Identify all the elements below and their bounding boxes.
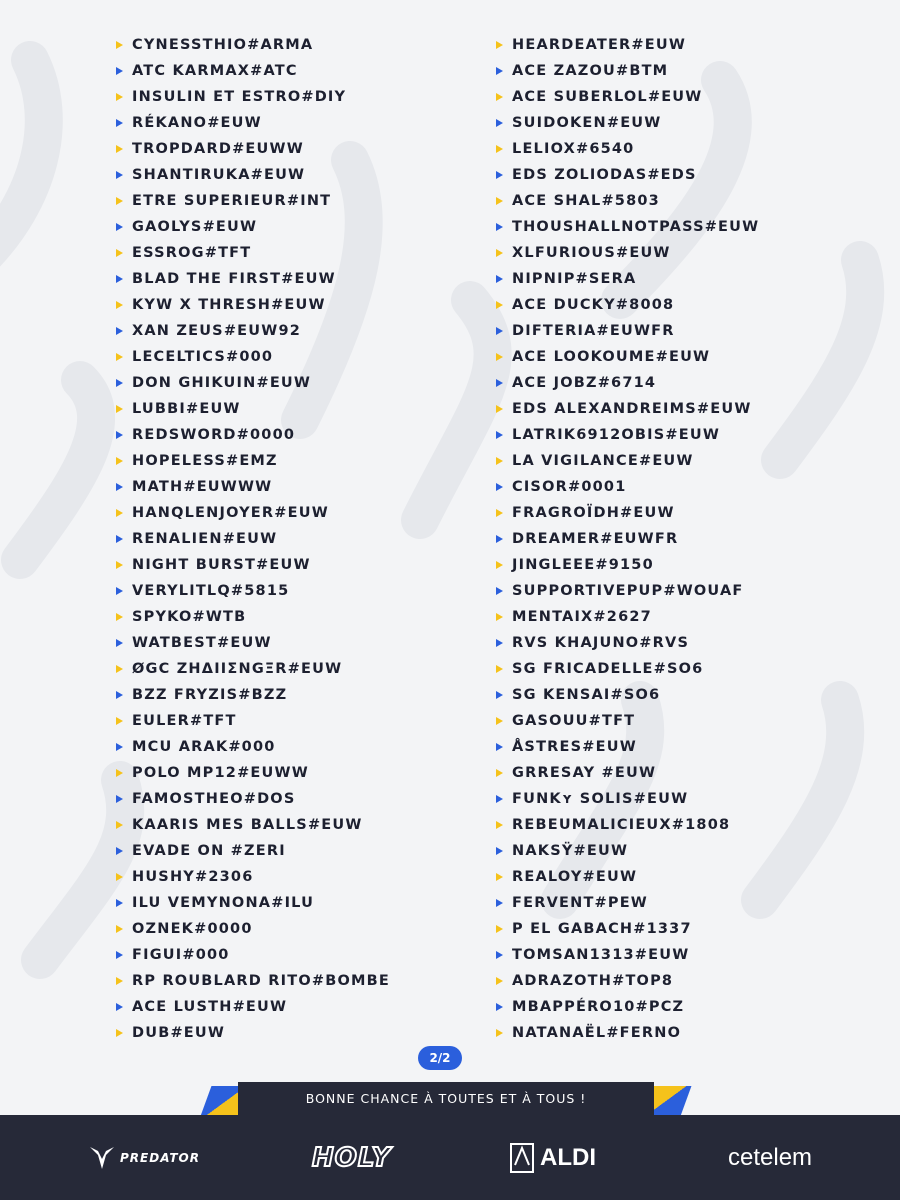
bullet-arrow-icon: [496, 379, 503, 387]
participant-name: KYW X THRESH#EUW: [132, 297, 326, 313]
bullet-arrow-icon: [496, 717, 503, 725]
participant-name: EVADE ON #ZERI: [132, 843, 286, 859]
participant-name: DIFTERIA#EUWFR: [512, 323, 675, 339]
participant-name: ILU VEMYNONA#ILU: [132, 895, 315, 911]
participant-entry: [496, 188, 759, 214]
bullet-arrow-icon: [116, 977, 123, 985]
participant-entry: [496, 370, 759, 396]
bullet-arrow-icon: [496, 171, 503, 179]
bullet-arrow-icon: [496, 145, 503, 153]
participant-entry: [496, 682, 759, 708]
participant-name: EDS ZOLIODAS#EDS: [512, 167, 697, 183]
bullet-arrow-icon: [496, 795, 503, 803]
participant-entry: [116, 682, 390, 708]
participant-entry: [496, 578, 759, 604]
bullet-arrow-icon: [116, 41, 123, 49]
participant-name: TROPDARD#EUWW: [132, 141, 304, 157]
participant-entry: [496, 318, 759, 344]
bullet-arrow-icon: [496, 509, 503, 517]
participant-name: ATC KARMAX#ATC: [132, 63, 298, 79]
bullet-arrow-icon: [116, 795, 123, 803]
participant-name: FIGUI#000: [132, 947, 230, 963]
participant-name: FRAGROÏDH#EUW: [512, 505, 675, 521]
participant-entry: [116, 526, 390, 552]
participant-entry: [116, 656, 390, 682]
bullet-arrow-icon: [116, 197, 123, 205]
participant-name: MATH#EUWWW: [132, 479, 273, 495]
participant-name: MCU ARAK#000: [132, 739, 276, 755]
bullet-arrow-icon: [496, 353, 503, 361]
bullet-arrow-icon: [496, 561, 503, 569]
banner-text: BONNE CHANCE À TOUTES ET À TOUS !: [238, 1082, 654, 1116]
bullet-arrow-icon: [116, 275, 123, 283]
participant-name: ACE LOOKOUME#EUW: [512, 349, 711, 365]
participant-name: SUIDOKEN#EUW: [512, 115, 662, 131]
participant-entry: [496, 448, 759, 474]
participant-entry: [116, 994, 390, 1020]
sponsor-footer: [0, 1115, 900, 1200]
good-luck-banner: [206, 1082, 686, 1116]
participant-entry: [116, 630, 390, 656]
participant-entry: [116, 500, 390, 526]
cetelem-wordmark: cetelem: [728, 1143, 813, 1171]
participant-name: ACE JOBZ#6714: [512, 375, 657, 391]
participant-name: HOPELESS#EMZ: [132, 453, 278, 469]
participant-entry: [496, 890, 759, 916]
participant-entry: [116, 240, 390, 266]
bullet-arrow-icon: [496, 67, 503, 75]
participant-entry: [496, 552, 759, 578]
participant-name: BZZ FRYZIS#BZZ: [132, 687, 288, 703]
participant-name: SG FRICADELLE#SO6: [512, 661, 704, 677]
bullet-arrow-icon: [116, 119, 123, 127]
participant-entry: [116, 58, 390, 84]
participant-name: XAN ZEUS#EUW92: [132, 323, 302, 339]
bullet-arrow-icon: [116, 249, 123, 257]
participant-name: SPYKO#WTB: [132, 609, 247, 625]
bullet-arrow-icon: [116, 691, 123, 699]
participant-entry: [496, 812, 759, 838]
participant-name: RVS KHAJUNO#RVS: [512, 635, 690, 651]
bullet-arrow-icon: [116, 509, 123, 517]
participant-name: FUNKʏ SOLIS#EUW: [512, 791, 689, 807]
bullet-arrow-icon: [116, 925, 123, 933]
participant-entry: [116, 318, 390, 344]
participant-name: DON GHIKUIN#EUW: [132, 375, 312, 391]
participant-name: REALOY#EUW: [512, 869, 638, 885]
participant-entry: [496, 136, 759, 162]
bullet-arrow-icon: [116, 613, 123, 621]
participant-name: EDS ALEXANDREIMS#EUW: [512, 401, 752, 417]
participant-name: REDSWORD#0000: [132, 427, 296, 443]
participant-name: RP ROUBLARD RITO#BOMBE: [132, 973, 390, 989]
bullet-arrow-icon: [116, 535, 123, 543]
participant-entry: [116, 786, 390, 812]
participant-name: MBAPPÉRO10#PCZ: [512, 999, 685, 1015]
bullet-arrow-icon: [496, 93, 503, 101]
participant-entry: [116, 578, 390, 604]
bullet-arrow-icon: [116, 1003, 123, 1011]
participant-name: DUB#EUW: [132, 1025, 226, 1041]
bullet-arrow-icon: [116, 873, 123, 881]
participant-name: BLAD THE FIRST#EUW: [132, 271, 336, 287]
holy-wordmark: HOLY: [312, 1142, 392, 1173]
bullet-arrow-icon: [496, 41, 503, 49]
bullet-arrow-icon: [496, 899, 503, 907]
bullet-arrow-icon: [496, 639, 503, 647]
predator-wordmark: PREDATOR: [120, 1150, 200, 1165]
participant-entry: [116, 838, 390, 864]
participant-name: CYNESSTHIO#ARMA: [132, 37, 314, 53]
bullet-arrow-icon: [116, 587, 123, 595]
sponsor-predator: [88, 1115, 200, 1200]
participant-entry: [496, 84, 759, 110]
bullet-arrow-icon: [116, 639, 123, 647]
participant-entry: [496, 994, 759, 1020]
participant-entry: [116, 422, 390, 448]
participant-name: HUSHY#2306: [132, 869, 254, 885]
participant-name: LECELTICS#000: [132, 349, 274, 365]
bullet-arrow-icon: [116, 67, 123, 75]
participant-name: FERVENT#PEW: [512, 895, 649, 911]
bullet-arrow-icon: [116, 93, 123, 101]
participant-entry: [496, 240, 759, 266]
participant-name: GRRESAY #EUW: [512, 765, 657, 781]
bullet-arrow-icon: [116, 379, 123, 387]
participant-name: P EL GABACH#1337: [512, 921, 692, 937]
participant-entry: [496, 32, 759, 58]
bullet-arrow-icon: [496, 847, 503, 855]
participant-entry: [116, 968, 390, 994]
predator-logo-icon: [88, 1145, 116, 1171]
bullet-arrow-icon: [116, 951, 123, 959]
participant-name: ADRAZOTH#TOP8: [512, 973, 674, 989]
participant-entry: [496, 708, 759, 734]
participant-name: ETRE SUPERIEUR#INT: [132, 193, 332, 209]
participant-entry: [496, 760, 759, 786]
participant-entry: [496, 266, 759, 292]
participant-entry: [116, 604, 390, 630]
participant-entry: [496, 942, 759, 968]
participant-name: SUPPORTIVEPUP#WOUAF: [512, 583, 744, 599]
participant-entry: [116, 760, 390, 786]
sponsor-cetelem: [728, 1115, 812, 1200]
bullet-arrow-icon: [496, 977, 503, 985]
bullet-arrow-icon: [116, 717, 123, 725]
participant-entry: [116, 396, 390, 422]
participant-name: ACE DUCKY#8008: [512, 297, 675, 313]
bullet-arrow-icon: [116, 665, 123, 673]
bullet-arrow-icon: [496, 405, 503, 413]
right-participant-list: [496, 32, 759, 1046]
participant-name: FAMOSTHEO#DOS: [132, 791, 296, 807]
participant-entry: [496, 214, 759, 240]
participant-name: RÉKANO#EUW: [132, 115, 262, 131]
participant-entry: [496, 968, 759, 994]
participant-name: LA VIGILANCE#EUW: [512, 453, 694, 469]
participant-name: TOMSAN1313#EUW: [512, 947, 690, 963]
participant-entry: [496, 864, 759, 890]
page-indicator-badge: 2/2: [418, 1046, 462, 1070]
participant-entry: [496, 474, 759, 500]
bullet-arrow-icon: [496, 587, 503, 595]
participant-entry: [116, 474, 390, 500]
participant-entry: [116, 734, 390, 760]
participant-name: SG KENSAI#SO6: [512, 687, 661, 703]
bullet-arrow-icon: [496, 431, 503, 439]
sponsor-holy: [312, 1115, 391, 1200]
bullet-arrow-icon: [116, 431, 123, 439]
aldi-logo-icon: [510, 1143, 534, 1173]
bullet-arrow-icon: [496, 873, 503, 881]
participant-entry: [496, 838, 759, 864]
participant-name: NAKSŸ#EUW: [512, 843, 629, 859]
participant-name: XLFURIOUS#EUW: [512, 245, 671, 261]
bullet-arrow-icon: [496, 925, 503, 933]
participant-name: ÅSTRES#EUW: [512, 739, 637, 755]
participant-entry: [496, 162, 759, 188]
participant-name: HEARDEATER#EUW: [512, 37, 687, 53]
bullet-arrow-icon: [496, 119, 503, 127]
participant-name: NIGHT BURST#EUW: [132, 557, 311, 573]
participant-name: THOUSHALLNOTPASS#EUW: [512, 219, 760, 235]
bullet-arrow-icon: [496, 1029, 503, 1037]
participant-entry: [496, 734, 759, 760]
participant-name: OZNEK#0000: [132, 921, 253, 937]
bullet-arrow-icon: [116, 145, 123, 153]
bullet-arrow-icon: [496, 483, 503, 491]
participant-name: VERYLITLQ#5815: [132, 583, 290, 599]
participant-entry: [116, 214, 390, 240]
participant-name: ESSROG#TFT: [132, 245, 252, 261]
participant-entry: [116, 110, 390, 136]
bullet-arrow-icon: [496, 457, 503, 465]
participant-name: WATBEST#EUW: [132, 635, 272, 651]
participant-name: ACE SUBERLOL#EUW: [512, 89, 703, 105]
bullet-arrow-icon: [116, 405, 123, 413]
participant-entry: [116, 266, 390, 292]
bullet-arrow-icon: [496, 691, 503, 699]
participant-name: POLO MP12#EUWW: [132, 765, 309, 781]
participant-entry: [116, 136, 390, 162]
participant-entry: [496, 786, 759, 812]
participant-name: REBEUMALICIEUX#1808: [512, 817, 731, 833]
participant-name: LELIOX#6540: [512, 141, 635, 157]
bullet-arrow-icon: [496, 1003, 503, 1011]
bullet-arrow-icon: [496, 301, 503, 309]
bullet-arrow-icon: [496, 223, 503, 231]
participant-entry: [116, 708, 390, 734]
participant-name: MENTAIX#2627: [512, 609, 652, 625]
participant-name: ACE LUSTH#EUW: [132, 999, 288, 1015]
participant-entry: [496, 422, 759, 448]
bullet-arrow-icon: [116, 301, 123, 309]
participant-entry: [116, 344, 390, 370]
bullet-arrow-icon: [496, 743, 503, 751]
participant-name: CISOR#0001: [512, 479, 627, 495]
participant-entry: [116, 916, 390, 942]
participant-entry: [496, 526, 759, 552]
participant-entry: [116, 370, 390, 396]
participant-entry: [496, 1020, 759, 1046]
bullet-arrow-icon: [496, 613, 503, 621]
participant-name: DREAMER#EUWFR: [512, 531, 679, 547]
bullet-arrow-icon: [116, 223, 123, 231]
sponsor-aldi: [510, 1115, 596, 1200]
participant-entry: [496, 916, 759, 942]
participant-entry: [116, 84, 390, 110]
participant-name: HANQLENJOYER#EUW: [132, 505, 329, 521]
participant-entry: [116, 812, 390, 838]
participant-entry: [496, 500, 759, 526]
bullet-arrow-icon: [116, 483, 123, 491]
participant-entry: [116, 188, 390, 214]
participant-entry: [496, 110, 759, 136]
bullet-arrow-icon: [496, 275, 503, 283]
participant-entry: [496, 396, 759, 422]
bullet-arrow-icon: [116, 457, 123, 465]
participant-name: NATANAËL#FERNO: [512, 1025, 682, 1041]
bullet-arrow-icon: [496, 951, 503, 959]
participant-entry: [496, 656, 759, 682]
bullet-arrow-icon: [496, 769, 503, 777]
bullet-arrow-icon: [496, 821, 503, 829]
participant-entry: [116, 32, 390, 58]
bullet-arrow-icon: [496, 197, 503, 205]
bullet-arrow-icon: [116, 769, 123, 777]
participant-entry: [496, 292, 759, 318]
bullet-arrow-icon: [116, 171, 123, 179]
bullet-arrow-icon: [496, 249, 503, 257]
participant-entry: [116, 1020, 390, 1046]
participant-columns: [0, 32, 900, 1052]
bullet-arrow-icon: [116, 899, 123, 907]
aldi-wordmark: ALDI: [540, 1143, 596, 1171]
participant-name: JINGLEEE#9150: [512, 557, 654, 573]
left-participant-list: [116, 32, 390, 1046]
participant-name: EULER#TFT: [132, 713, 237, 729]
participant-name: LUBBI#EUW: [132, 401, 241, 417]
participant-entry: [116, 890, 390, 916]
bullet-arrow-icon: [116, 847, 123, 855]
participant-name: INSULIN ET ESTRO#DIY: [132, 89, 347, 105]
bullet-arrow-icon: [116, 327, 123, 335]
participant-entry: [116, 942, 390, 968]
participant-entry: [496, 630, 759, 656]
bullet-arrow-icon: [496, 535, 503, 543]
participant-entry: [116, 448, 390, 474]
bullet-arrow-icon: [116, 561, 123, 569]
bullet-arrow-icon: [116, 821, 123, 829]
participant-name: GASOUU#TFT: [512, 713, 636, 729]
bullet-arrow-icon: [496, 665, 503, 673]
bullet-arrow-icon: [496, 327, 503, 335]
participant-entry: [496, 344, 759, 370]
participant-name: ØGC ΖΗΔΙΙΣNGΞR#EUW: [132, 661, 343, 677]
participant-name: ACE SHAL#5803: [512, 193, 660, 209]
participant-entry: [116, 162, 390, 188]
bullet-arrow-icon: [116, 353, 123, 361]
participant-name: ACE ZAZOU#BTM: [512, 63, 669, 79]
participant-entry: [116, 864, 390, 890]
participant-entry: [496, 604, 759, 630]
bullet-arrow-icon: [116, 743, 123, 751]
participant-entry: [116, 292, 390, 318]
participant-name: SHANTIRUKA#EUW: [132, 167, 306, 183]
participant-name: NIPNIP#SERA: [512, 271, 637, 287]
participant-name: LATRIK6912OBIS#EUW: [512, 427, 721, 443]
bullet-arrow-icon: [116, 1029, 123, 1037]
participant-name: GAOLYS#EUW: [132, 219, 258, 235]
participant-entry: [496, 58, 759, 84]
participant-name: KAARIS MES BALLS#EUW: [132, 817, 363, 833]
participant-name: RENALIEN#EUW: [132, 531, 278, 547]
participant-entry: [116, 552, 390, 578]
